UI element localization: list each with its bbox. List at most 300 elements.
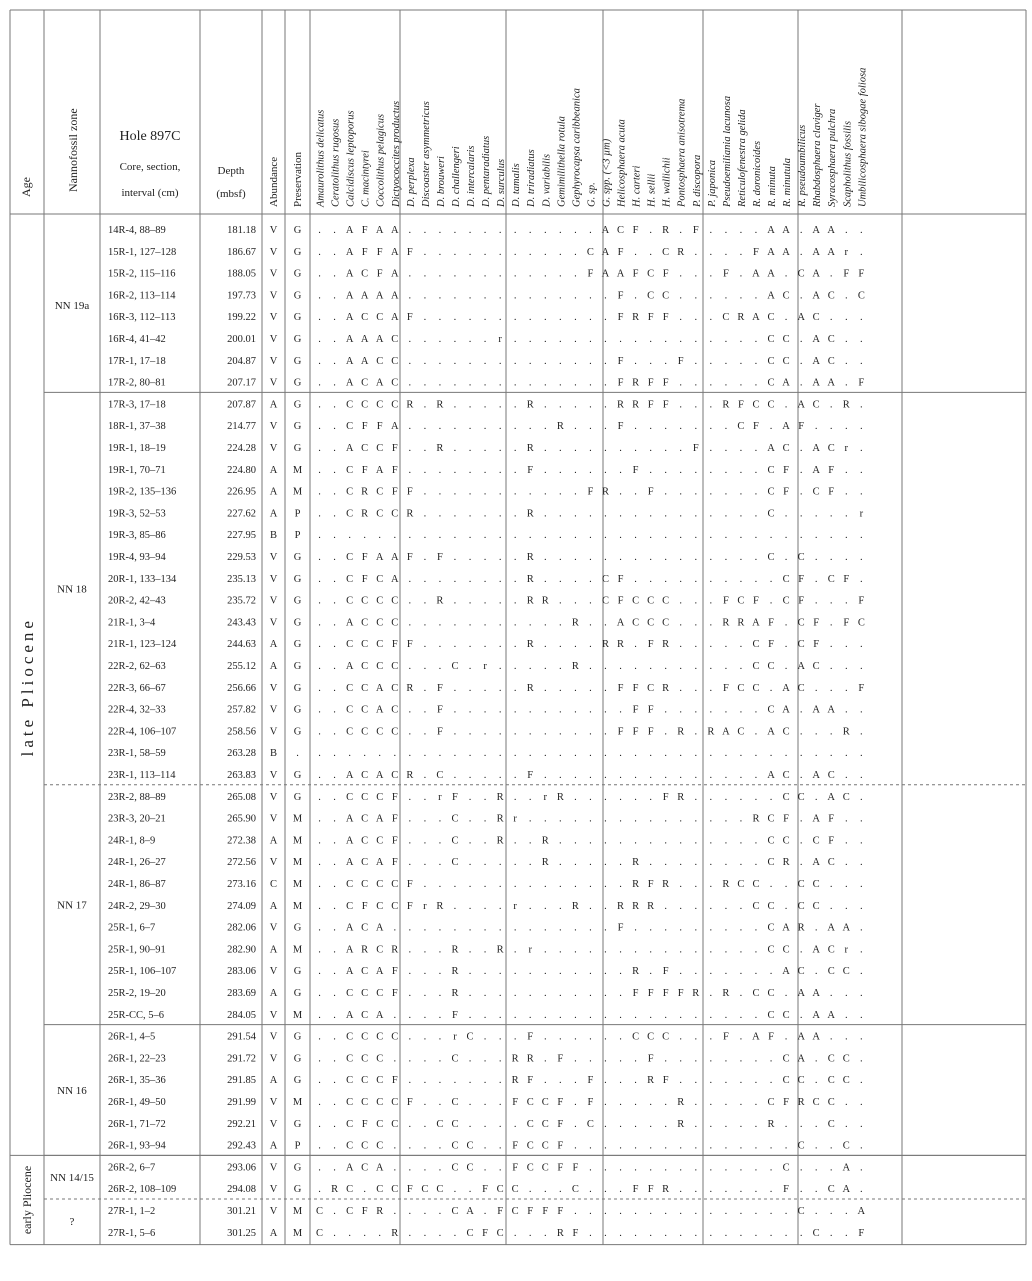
occurrence-cell: . [724,900,728,912]
occurrence-cell: . [559,225,562,236]
occurrence-cell: . [468,246,472,258]
occurrence-cell: . [739,355,743,367]
occurrence-cell: F [527,1075,534,1087]
occurrence-cell: . [739,922,743,934]
occurrence-cell: . [709,1097,713,1108]
occurrence-cell: . [528,1184,532,1196]
occurrence-cell: . [574,246,577,258]
occurrence-cell: . [513,682,517,694]
occurrence-cell: . [589,748,592,760]
occurrence-cell: . [543,748,547,760]
occurrence-cell: C [752,900,760,912]
header-nannofossil-zone: Nannofossil zone [66,108,80,192]
occurrence-cell: C [662,1031,670,1043]
occurrence-cell: . [860,661,863,672]
occurrence-cell: F [677,988,684,999]
sample-depth: 293.06 [227,1162,256,1174]
occurrence-cell: . [453,726,457,738]
occurrence-cell: R [556,1227,564,1239]
occurrence-cell: . [333,857,336,869]
occurrence-cell: F [587,1097,594,1108]
sample-preservation: G [293,1075,302,1087]
sample-interval: 26R-2, 108–109 [108,1184,177,1196]
occurrence-cell: . [559,966,562,978]
occurrence-cell: C [361,661,369,672]
occurrence-cell: C [767,312,775,324]
occurrence-cell: . [333,1206,336,1217]
occurrence-cell: . [754,1075,758,1087]
occurrence-cell: C [391,355,399,367]
occurrence-cell: . [513,857,517,869]
occurrence-cell: . [589,639,592,651]
occurrence-cell: . [483,639,487,651]
occurrence-cell: . [739,486,743,498]
occurrence-cell: C [346,900,354,912]
occurrence-cell: . [679,1184,683,1196]
occurrence-cell: r [543,791,548,803]
occurrence-cell: F [632,726,639,738]
sample-interval: 26R-1, 49–50 [108,1097,166,1108]
occurrence-cell: . [559,900,562,912]
occurrence-cell: . [513,508,517,520]
occurrence-cell: . [333,922,336,934]
occurrence-cell: . [739,530,743,542]
occurrence-cell: . [438,1140,442,1152]
occurrence-cell: . [799,1162,803,1174]
occurrence-cell: . [574,1118,577,1130]
occurrence-cell: . [664,726,667,738]
occurrence-cell: A [812,813,820,825]
occurrence-cell: . [589,813,592,825]
occurrence-cell: F [557,1140,564,1152]
occurrence-cell: C [632,617,640,629]
sample-abundance: A [269,1075,278,1087]
occurrence-cell: . [333,334,336,345]
occurrence-cell: F [843,573,850,585]
occurrence-cell: F [391,966,398,978]
occurrence-cell: . [604,1206,607,1217]
occurrence-cell: . [438,290,442,302]
occurrence-cell: F [617,922,624,934]
occurrence-cell: . [754,922,758,934]
occurrence-cell: . [724,1097,728,1108]
occurrence-cell: C [752,682,760,694]
occurrence-cell: . [589,464,592,476]
occurrence-cell: R [451,966,459,978]
occurrence-cell: . [754,290,758,302]
sample-preservation: G [293,355,302,367]
occurrence-cell: . [784,312,788,324]
occurrence-cell: . [498,508,502,520]
occurrence-cell: . [649,334,652,345]
occurrence-cell: . [829,1206,833,1217]
sample-interval: 21R-1, 123–124 [108,639,177,651]
species-header: D. surculus [496,158,508,207]
occurrence-cell: F [632,682,639,694]
occurrence-cell: F [437,552,443,563]
occurrence-cell: F [768,1031,774,1043]
occurrence-cell: A [390,573,399,585]
occurrence-cell: C [346,1184,354,1196]
occurrence-cell: . [860,748,863,760]
occurrence-cell: . [860,1053,863,1065]
occurrence-cell: A [345,1009,354,1021]
occurrence-cell: . [739,377,743,389]
occurrence-cell: . [318,268,321,280]
occurrence-cell: C [376,944,384,956]
occurrence-cell: . [559,290,562,302]
occurrence-cell: . [679,552,683,563]
occurrence-cell: . [799,355,803,367]
sample-interval: 17R-2, 80–81 [108,377,166,389]
occurrence-cell: F [632,464,639,476]
occurrence-cell: C [782,355,790,367]
occurrence-cell: . [724,573,728,585]
occurrence-cell: F [647,399,654,411]
sample-depth: 258.56 [227,726,256,738]
sample-abundance: A [269,1140,278,1152]
occurrence-cell: A [390,421,399,433]
occurrence-cell: C [782,791,790,803]
occurrence-cell: . [709,922,713,934]
occurrence-cell: . [844,1227,848,1239]
occurrence-cell: . [423,530,427,542]
sample-depth: 243.43 [227,617,256,629]
occurrence-cell: . [649,1097,652,1108]
occurrence-cell: . [348,530,351,542]
occurrence-cell: . [679,1140,683,1152]
occurrence-cell: C [361,1097,369,1108]
sample-depth: 283.06 [227,966,256,978]
occurrence-cell: . [694,334,698,345]
occurrence-cell: . [694,617,698,629]
occurrence-cell: . [468,552,472,563]
sample-interval: 22R-4, 106–107 [108,726,177,738]
occurrence-cell: . [604,1140,607,1152]
occurrence-cell: . [423,595,427,607]
occurrence-cell: C [842,1075,850,1087]
occurrence-cell: . [619,944,622,956]
occurrence-cell: . [679,1206,683,1217]
occurrence-cell: . [709,1075,713,1087]
occurrence-cell: A [767,290,775,302]
occurrence-cell: . [438,922,442,934]
occurrence-cell: . [829,748,833,760]
species-header: H. wallichii [661,157,673,207]
occurrence-cell: . [498,530,502,542]
occurrence-cell: . [483,443,487,454]
occurrence-cell: . [769,791,773,803]
occurrence-cell: . [528,355,532,367]
occurrence-cell: . [393,1053,397,1065]
occurrence-cell: . [318,377,321,389]
species-header: D. challengeri [450,146,462,207]
occurrence-cell: . [333,595,336,607]
species-header: D. tamalis [511,163,523,207]
sample-preservation: M [292,857,303,869]
occurrence-cell: . [559,857,562,869]
occurrence-cell: . [574,966,577,978]
occurrence-cell: . [739,290,743,302]
species-header: P. discopora [691,154,703,207]
occurrence-cell: . [589,312,592,324]
occurrence-cell: . [679,813,683,825]
occurrence-cell: . [423,1031,427,1043]
occurrence-cell: . [574,1075,577,1087]
occurrence-cell: . [739,900,743,912]
occurrence-cell: . [559,835,562,847]
occurrence-cell: . [604,879,607,890]
occurrence-cell: . [318,813,321,825]
occurrence-cell: . [423,464,427,476]
occurrence-cell: . [333,486,336,498]
occurrence-cell: C [782,443,790,454]
occurrence-cell: . [468,443,472,454]
occurrence-cell: . [844,770,848,781]
sample-interval: 20R-1, 133–134 [108,573,177,585]
sample-depth: 291.99 [227,1097,256,1108]
occurrence-cell: F [361,464,368,476]
occurrence-cell: . [574,1140,577,1152]
occurrence-cell: F [828,813,835,825]
occurrence-cell: . [423,1162,427,1174]
occurrence-cell: . [574,1097,577,1108]
occurrence-cell: . [453,377,457,389]
occurrence-cell: C [391,1031,399,1043]
occurrence-cell: . [799,1009,803,1021]
sample-depth: 197.73 [227,290,256,302]
occurrence-cell: . [844,552,848,563]
sample-abundance: B [269,748,278,760]
occurrence-cell: F [391,1075,398,1087]
sample-depth: 224.28 [227,443,256,454]
occurrence-cell: . [814,682,818,694]
occurrence-cell: C [376,835,384,847]
occurrence-cell: . [559,443,562,454]
occurrence-cell: . [513,246,517,258]
occurrence-cell: . [724,443,728,454]
occurrence-cell: . [604,312,607,324]
occurrence-cell: A [812,1031,820,1043]
occurrence-cell: . [679,704,683,716]
occurrence-cell: . [483,770,487,781]
occurrence-cell: . [634,1162,637,1174]
occurrence-cell: . [709,639,713,651]
occurrence-cell: R [406,770,414,781]
occurrence-cell: F [437,704,443,716]
occurrence-cell: . [318,1097,321,1108]
occurrence-cell: C [361,1140,369,1152]
occurrence-cell: . [694,704,698,716]
occurrence-cell: . [709,421,713,433]
zone-label: NN 17 [57,899,87,912]
occurrence-cell: . [318,682,321,694]
occurrence-cell: . [453,573,457,585]
occurrence-cell: . [754,443,758,454]
occurrence-cell: . [468,464,472,476]
occurrence-cell: . [408,355,412,367]
occurrence-cell: . [543,530,547,542]
occurrence-cell: . [814,552,818,563]
occurrence-cell: . [709,486,713,498]
occurrence-cell: . [724,290,728,302]
occurrence-cell: . [423,1140,427,1152]
occurrence-cell: . [604,726,607,738]
occurrence-cell: R [361,944,369,956]
occurrence-cell: . [724,1184,728,1196]
sample-interval: 15R-2, 115–116 [108,268,176,280]
occurrence-cell: . [724,748,728,760]
occurrence-cell: . [860,1140,863,1152]
occurrence-cell: A [601,268,610,280]
occurrence-cell: . [453,1075,457,1087]
occurrence-cell: . [483,835,487,847]
occurrence-cell: . [709,835,713,847]
occurrence-cell: . [468,1009,472,1021]
occurrence-cell: . [799,1184,803,1196]
occurrence-cell: . [498,595,502,607]
sample-depth: 265.08 [227,791,256,803]
occurrence-cell: . [589,1031,592,1043]
occurrence-cell: . [438,1031,442,1043]
occurrence-cell: . [754,355,758,367]
occurrence-cell: . [543,290,547,302]
occurrence-cell: . [318,1184,321,1196]
occurrence-cell: C [346,573,354,585]
occurrence-cell: . [393,530,397,542]
occurrence-cell: C [632,1031,640,1043]
occurrence-cell: . [574,682,577,694]
header-depth-unit: (mbsf) [216,188,246,200]
sample-preservation: G [293,1162,302,1174]
sample-abundance: V [269,1206,278,1217]
occurrence-cell: . [649,508,652,520]
occurrence-cell: . [574,595,577,607]
occurrence-cell: r [844,944,849,956]
occurrence-cell: . [513,595,517,607]
occurrence-cell: . [619,791,622,803]
sample-abundance: V [269,704,278,716]
occurrence-cell: . [468,748,472,760]
occurrence-cell: . [604,1184,607,1196]
occurrence-cell: . [634,443,637,454]
occurrence-cell: . [574,704,577,716]
occurrence-cell: . [679,1075,683,1087]
occurrence-cell: . [679,312,683,324]
occurrence-cell: C [782,334,790,345]
occurrence-cell: . [694,1031,698,1043]
occurrence-cell: C [346,1075,354,1087]
occurrence-cell: . [724,661,728,672]
occurrence-cell: . [619,334,622,345]
occurrence-cell: R [722,879,730,890]
sample-depth: 181.18 [227,225,256,236]
occurrence-cell: . [498,704,502,716]
occurrence-cell: . [378,530,382,542]
species-header: Ceratolithus rugosus [330,118,342,207]
occurrence-cell: . [829,312,833,324]
sample-abundance: V [269,617,278,629]
occurrence-cell: . [604,552,607,563]
occurrence-cell: . [574,726,577,738]
occurrence-cell: A [375,377,384,389]
occurrence-cell: . [694,464,698,476]
occurrence-cell: . [438,1097,442,1108]
zone-label: NN 19a [54,300,90,313]
occurrence-cell: . [739,246,743,258]
occurrence-cell: R [632,879,640,890]
occurrence-cell: C [647,595,655,607]
sample-preservation: P [294,530,301,542]
occurrence-cell: . [709,813,713,825]
occurrence-cell: C [391,334,399,345]
occurrence-cell: R [331,1184,339,1196]
sample-interval: 23R-1, 113–114 [108,770,176,781]
occurrence-cell: . [649,246,652,258]
occurrence-cell: C [346,791,354,803]
occurrence-cell: C [767,813,775,825]
occurrence-cell: C [391,399,399,411]
occurrence-cell: . [498,966,502,978]
occurrence-cell: C [782,726,790,738]
occurrence-cell: r [859,508,864,520]
occurrence-cell: . [408,1053,412,1065]
sample-depth: 226.95 [227,486,256,498]
occurrence-cell: F [858,1227,865,1239]
occurrence-cell: C [376,791,384,803]
occurrence-cell: . [318,508,321,520]
occurrence-cell: . [649,464,652,476]
occurrence-cell: . [664,748,667,760]
occurrence-cell: . [498,486,502,498]
occurrence-cell: . [679,835,683,847]
occurrence-cell: . [528,530,532,542]
occurrence-cell: . [769,1053,773,1065]
occurrence-cell: . [709,704,713,716]
occurrence-cell: F [662,399,669,411]
sample-interval: 25R-1, 90–91 [108,944,166,956]
occurrence-cell: . [513,922,517,934]
occurrence-cell: R [406,508,414,520]
occurrence-cell: R [406,682,414,694]
occurrence-cell: . [604,944,607,956]
occurrence-cell: C [376,573,384,585]
occurrence-cell: R [722,617,730,629]
occurrence-cell: . [483,879,487,890]
occurrence-cell: . [860,355,863,367]
occurrence-cell: . [438,355,442,367]
occurrence-cell: . [528,334,532,345]
occurrence-cell: A [375,770,384,781]
occurrence-cell: . [543,334,547,345]
occurrence-cell: . [318,1053,321,1065]
occurrence-cell: . [483,1140,487,1152]
occurrence-cell: . [574,312,577,324]
occurrence-cell: . [784,1227,788,1239]
occurrence-cell: . [679,944,683,956]
occurrence-cell: . [543,421,547,433]
occurrence-cell: . [543,1184,547,1196]
occurrence-cell: . [453,900,457,912]
species-header: Helicosphaera acuta [616,119,628,207]
occurrence-cell: . [844,879,848,890]
occurrence-cell: C [466,1227,474,1239]
occurrence-cell: . [423,377,427,389]
occurrence-cell: R [662,682,670,694]
occurrence-cell: . [739,988,743,999]
occurrence-cell: . [829,1140,833,1152]
species-header: Gemimilithella rotula [556,116,568,207]
